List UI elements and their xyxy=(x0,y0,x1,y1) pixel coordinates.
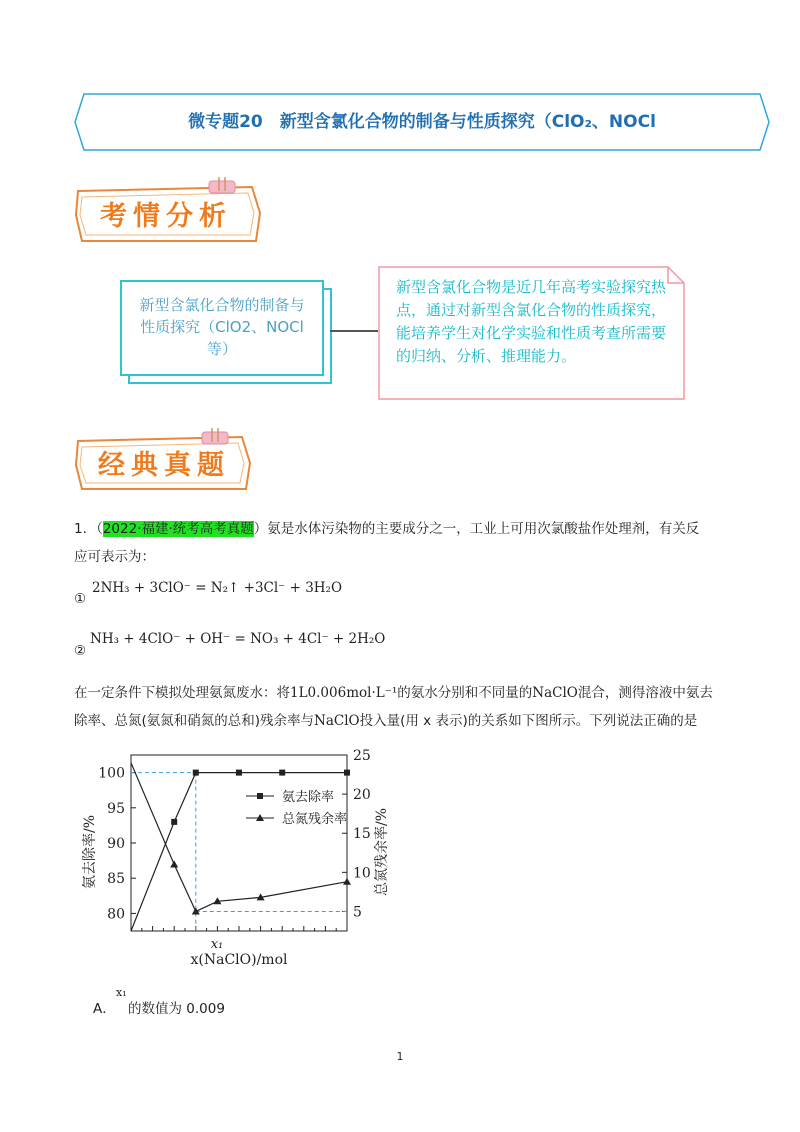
left-tick-label: 80 xyxy=(107,906,125,923)
point-removal xyxy=(171,819,177,825)
point-removal xyxy=(236,770,242,776)
left-tick-label: 100 xyxy=(98,765,125,782)
legend-label-residual: 总氮残余率 xyxy=(282,812,348,827)
right-tick-labels xyxy=(353,748,371,920)
cond-text: 混合，测得溶液中氨去 xyxy=(577,685,713,701)
cond-text: 投入量(用 x 表示)的关系如下图所示。下列说法正确的是 xyxy=(359,713,698,729)
section-title-analysis: 考情分析 xyxy=(100,201,232,232)
left-tick-label: 90 xyxy=(107,836,125,852)
option-a-label: A． xyxy=(93,1001,116,1017)
cond-naclo: NaClO xyxy=(532,685,578,701)
point-residual xyxy=(343,878,351,885)
eq1-marker: ① xyxy=(74,591,87,607)
question-line-1: 1．（2022·福建·统考高考真题）氨是水体污染物的主要成分之一，工业上可用次氯酸盐作处理剂，有关反 xyxy=(74,521,700,537)
connector-line xyxy=(330,330,378,332)
section-title-classic: 经典真题 xyxy=(98,450,230,481)
cond-text: 在一定条件下模拟处理氨氮废水：将 xyxy=(74,685,290,701)
plot-frame xyxy=(131,755,347,931)
condition-line-1 xyxy=(74,682,754,704)
cond-naclo: NaClO xyxy=(314,713,360,729)
point-removal xyxy=(193,770,199,776)
y-axis-label-right: 总氮残余率/% xyxy=(374,807,390,897)
page-number: 1 xyxy=(396,1050,404,1063)
x1-marker-label: x₁ xyxy=(210,937,224,952)
legend-marker-square xyxy=(257,793,263,799)
condition-line-2 xyxy=(74,710,754,732)
left-tick-label: 95 xyxy=(107,800,125,817)
option-a-text: 的数值为 0.009 xyxy=(128,1001,225,1017)
left-tick-label: 85 xyxy=(107,871,125,888)
right-tick-label: 15 xyxy=(353,826,371,843)
analysis-left-text: 新型含氯化合物的制备与性质探究（ClO2、NOCl等） xyxy=(139,296,305,358)
eq2-marker: ② xyxy=(74,643,87,659)
right-tick-label: 20 xyxy=(353,787,371,804)
analysis-left-box xyxy=(120,280,324,376)
x-axis-label: x(NaClO)/mol xyxy=(190,952,288,968)
option-a-var: x₁ xyxy=(116,986,127,999)
point-removal xyxy=(344,770,350,776)
legend-label-removal: 氨去除率 xyxy=(282,790,335,805)
point-removal xyxy=(279,770,285,776)
chart-legend xyxy=(246,789,347,827)
right-tick-label: 5 xyxy=(353,904,362,921)
cond-text: 除率、总氮(氨氮和硝氮的总和)残余率与 xyxy=(74,713,315,729)
cond-text: 的氨水分别和不同量的 xyxy=(397,685,533,701)
equation-2: NH₃ + 4ClO⁻ + OH⁻ = NO₃ + 4Cl⁻ + 2H₂O xyxy=(90,631,386,647)
right-tick-label: 10 xyxy=(353,865,371,882)
question-intro-2: 应可表示为： xyxy=(74,549,155,565)
cond-concentration: 1L0.006mol·L⁻¹ xyxy=(290,685,398,701)
question-intro-1: 氨是水体污染物的主要成分之一，工业上可用次氯酸盐作处理剂，有关反 xyxy=(267,521,700,537)
series-layer xyxy=(131,763,351,931)
y-axis-label-left: 氨去除率/% xyxy=(82,814,98,890)
right-tick-label: 25 xyxy=(353,748,371,764)
axis-ticks xyxy=(131,755,347,931)
question-source: 2022·福建·统考高考真题 xyxy=(102,521,254,537)
left-tick-labels xyxy=(98,766,125,923)
series-line-residual xyxy=(131,763,347,912)
question-number: 1． xyxy=(74,521,97,537)
removal-rate-chart xyxy=(74,742,394,974)
analysis-right-text: 新型含氯化合物是近几年高考实验探究热点，通过对新型含氯化合物的性质探究，能培养学生对化学实验和性质考查所需要的归纳、分析、推理能力。 xyxy=(396,278,667,365)
equation-1: 2NH₃ + 3ClO⁻ = N₂↑ +3Cl⁻ + 3H₂O xyxy=(92,580,343,596)
page-title: 微专题20 新型含氯化合物的制备与性质探究（ClO₂、NOCl xyxy=(188,112,656,132)
point-residual xyxy=(170,861,178,868)
